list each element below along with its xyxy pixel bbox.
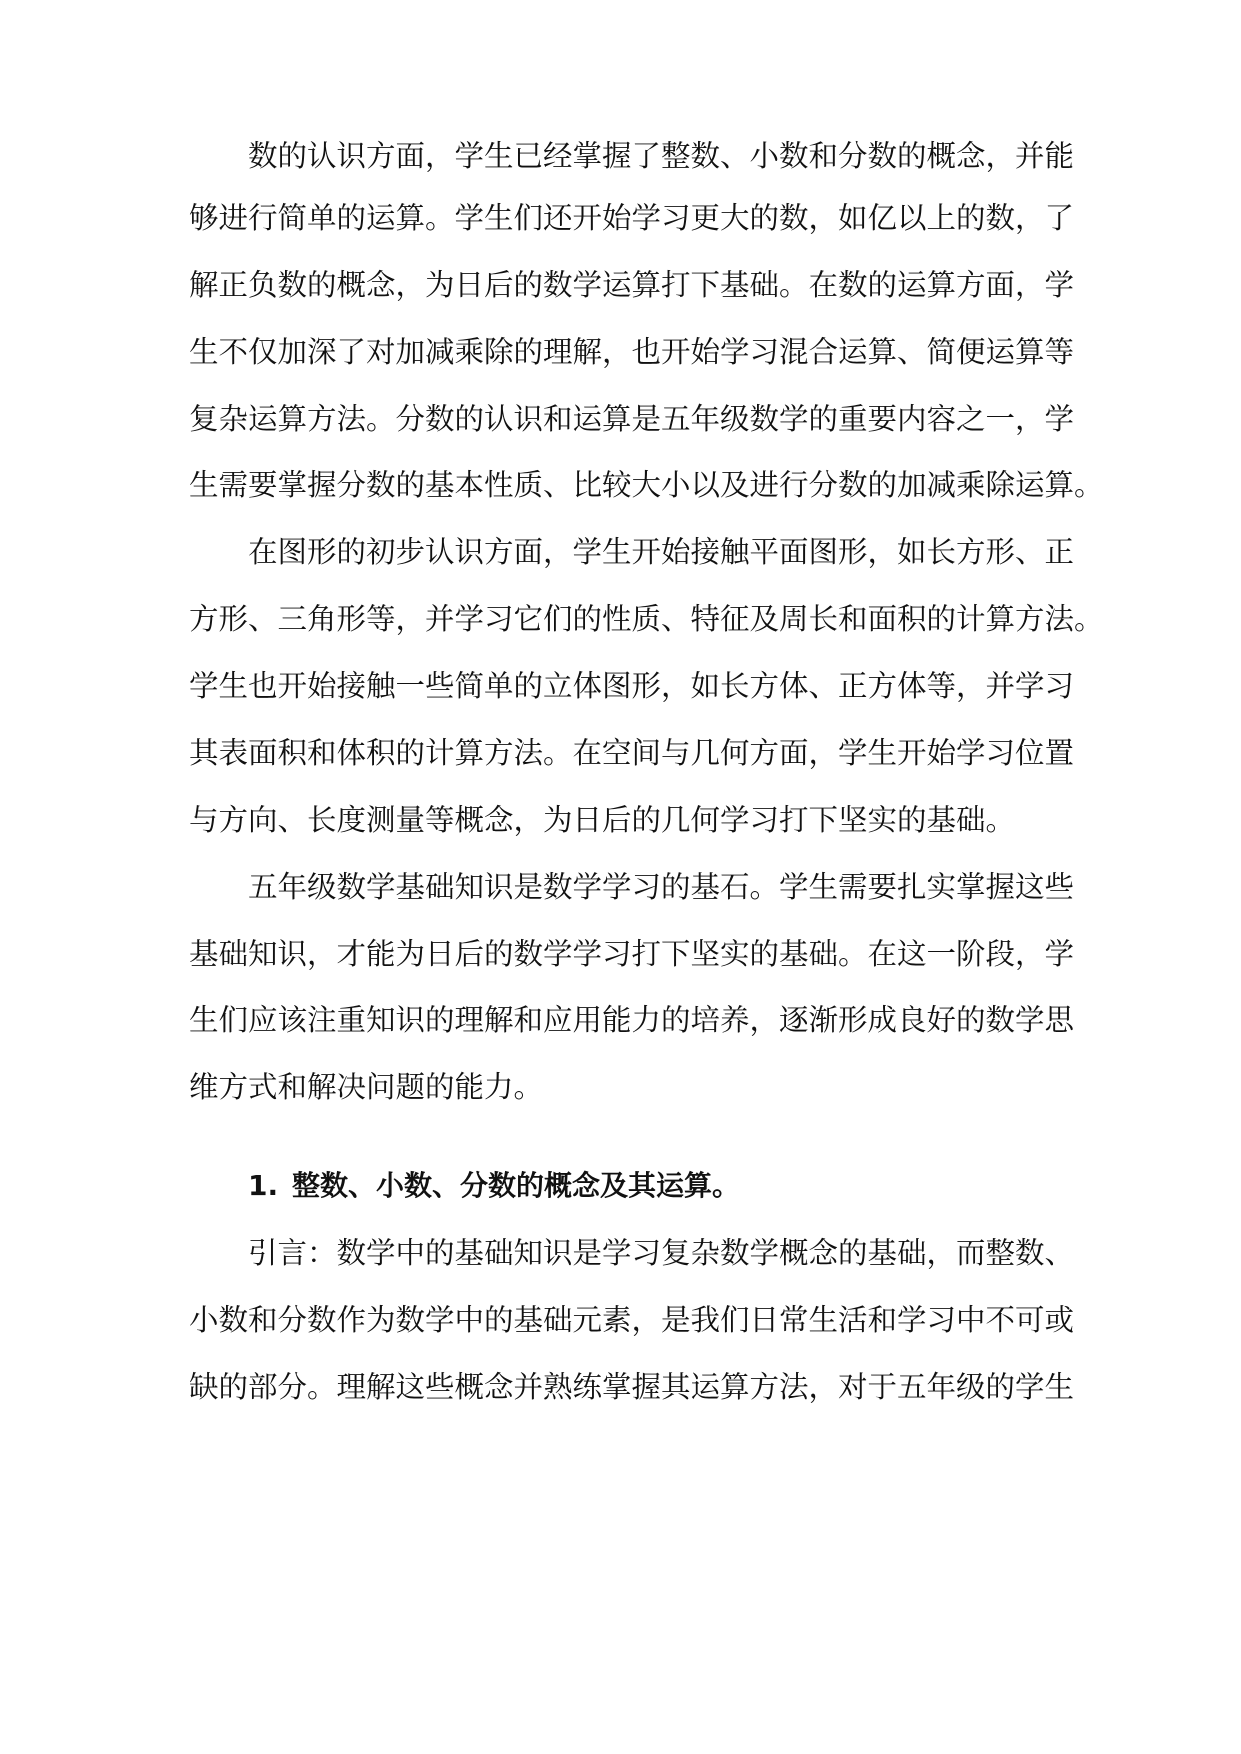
paragraph-1-line-3: 解正负数的概念，为日后的数学运算打下基础。在数的运算方面，学 xyxy=(189,268,1075,302)
section-heading-text: 整数、小数、分数的概念及其运算。 xyxy=(292,1169,741,1202)
paragraph-2-line-3: 学生也开始接触一些简单的立体图形，如长方体、正方体等，并学习 xyxy=(189,669,1075,703)
section-heading xyxy=(248,1166,740,1206)
paragraph-3-line-4: 维方式和解决问题的能力。 xyxy=(189,1070,544,1104)
paragraph-1-line-5: 复杂运算方法。分数的认识和运算是五年级数学的重要内容之一，学 xyxy=(189,402,1075,436)
paragraph-1-line-6: 生需要掌握分数的基本性质、比较大小以及进行分数的加减乘除运算。 xyxy=(189,468,1104,502)
paragraph-3-line-3: 生们应该注重知识的理解和应用能力的培养，逐渐形成良好的数学思 xyxy=(189,1003,1075,1037)
paragraph-2-line-2: 方形、三角形等，并学习它们的性质、特征及周长和面积的计算方法。 xyxy=(189,602,1104,636)
paragraph-1-line-1: 数的认识方面，学生已经掌握了整数、小数和分数的概念，并能 xyxy=(248,139,1075,173)
paragraph-4-line-2: 小数和分数作为数学中的基础元素，是我们日常生活和学习中不可或 xyxy=(189,1303,1075,1337)
paragraph-3-line-2: 基础知识，才能为日后的数学学习打下坚实的基础。在这一阶段，学 xyxy=(189,937,1075,971)
paragraph-3-line-1: 五年级数学基础知识是数学学习的基石。学生需要扎实掌握这些 xyxy=(248,870,1075,904)
paragraph-1-line-2: 够进行简单的运算。学生们还开始学习更大的数，如亿以上的数，了 xyxy=(189,201,1075,235)
paragraph-1-line-4: 生不仅加深了对加减乘除的理解，也开始学习混合运算、简便运算等 xyxy=(189,335,1075,369)
paragraph-4-line-1: 引言：数学中的基础知识是学习复杂数学概念的基础，而整数、 xyxy=(248,1236,1075,1270)
paragraph-2-line-4: 其表面积和体积的计算方法。在空间与几何方面，学生开始学习位置 xyxy=(189,736,1075,770)
paragraph-2-line-5: 与方向、长度测量等概念，为日后的几何学习打下坚实的基础。 xyxy=(189,803,1016,837)
paragraph-2-line-1: 在图形的初步认识方面，学生开始接触平面图形，如长方形、正 xyxy=(248,535,1075,569)
paragraph-4-line-3: 缺的部分。理解这些概念并熟练掌握其运算方法，对于五年级的学生 xyxy=(189,1370,1075,1404)
section-heading-number: 1. xyxy=(248,1169,279,1202)
